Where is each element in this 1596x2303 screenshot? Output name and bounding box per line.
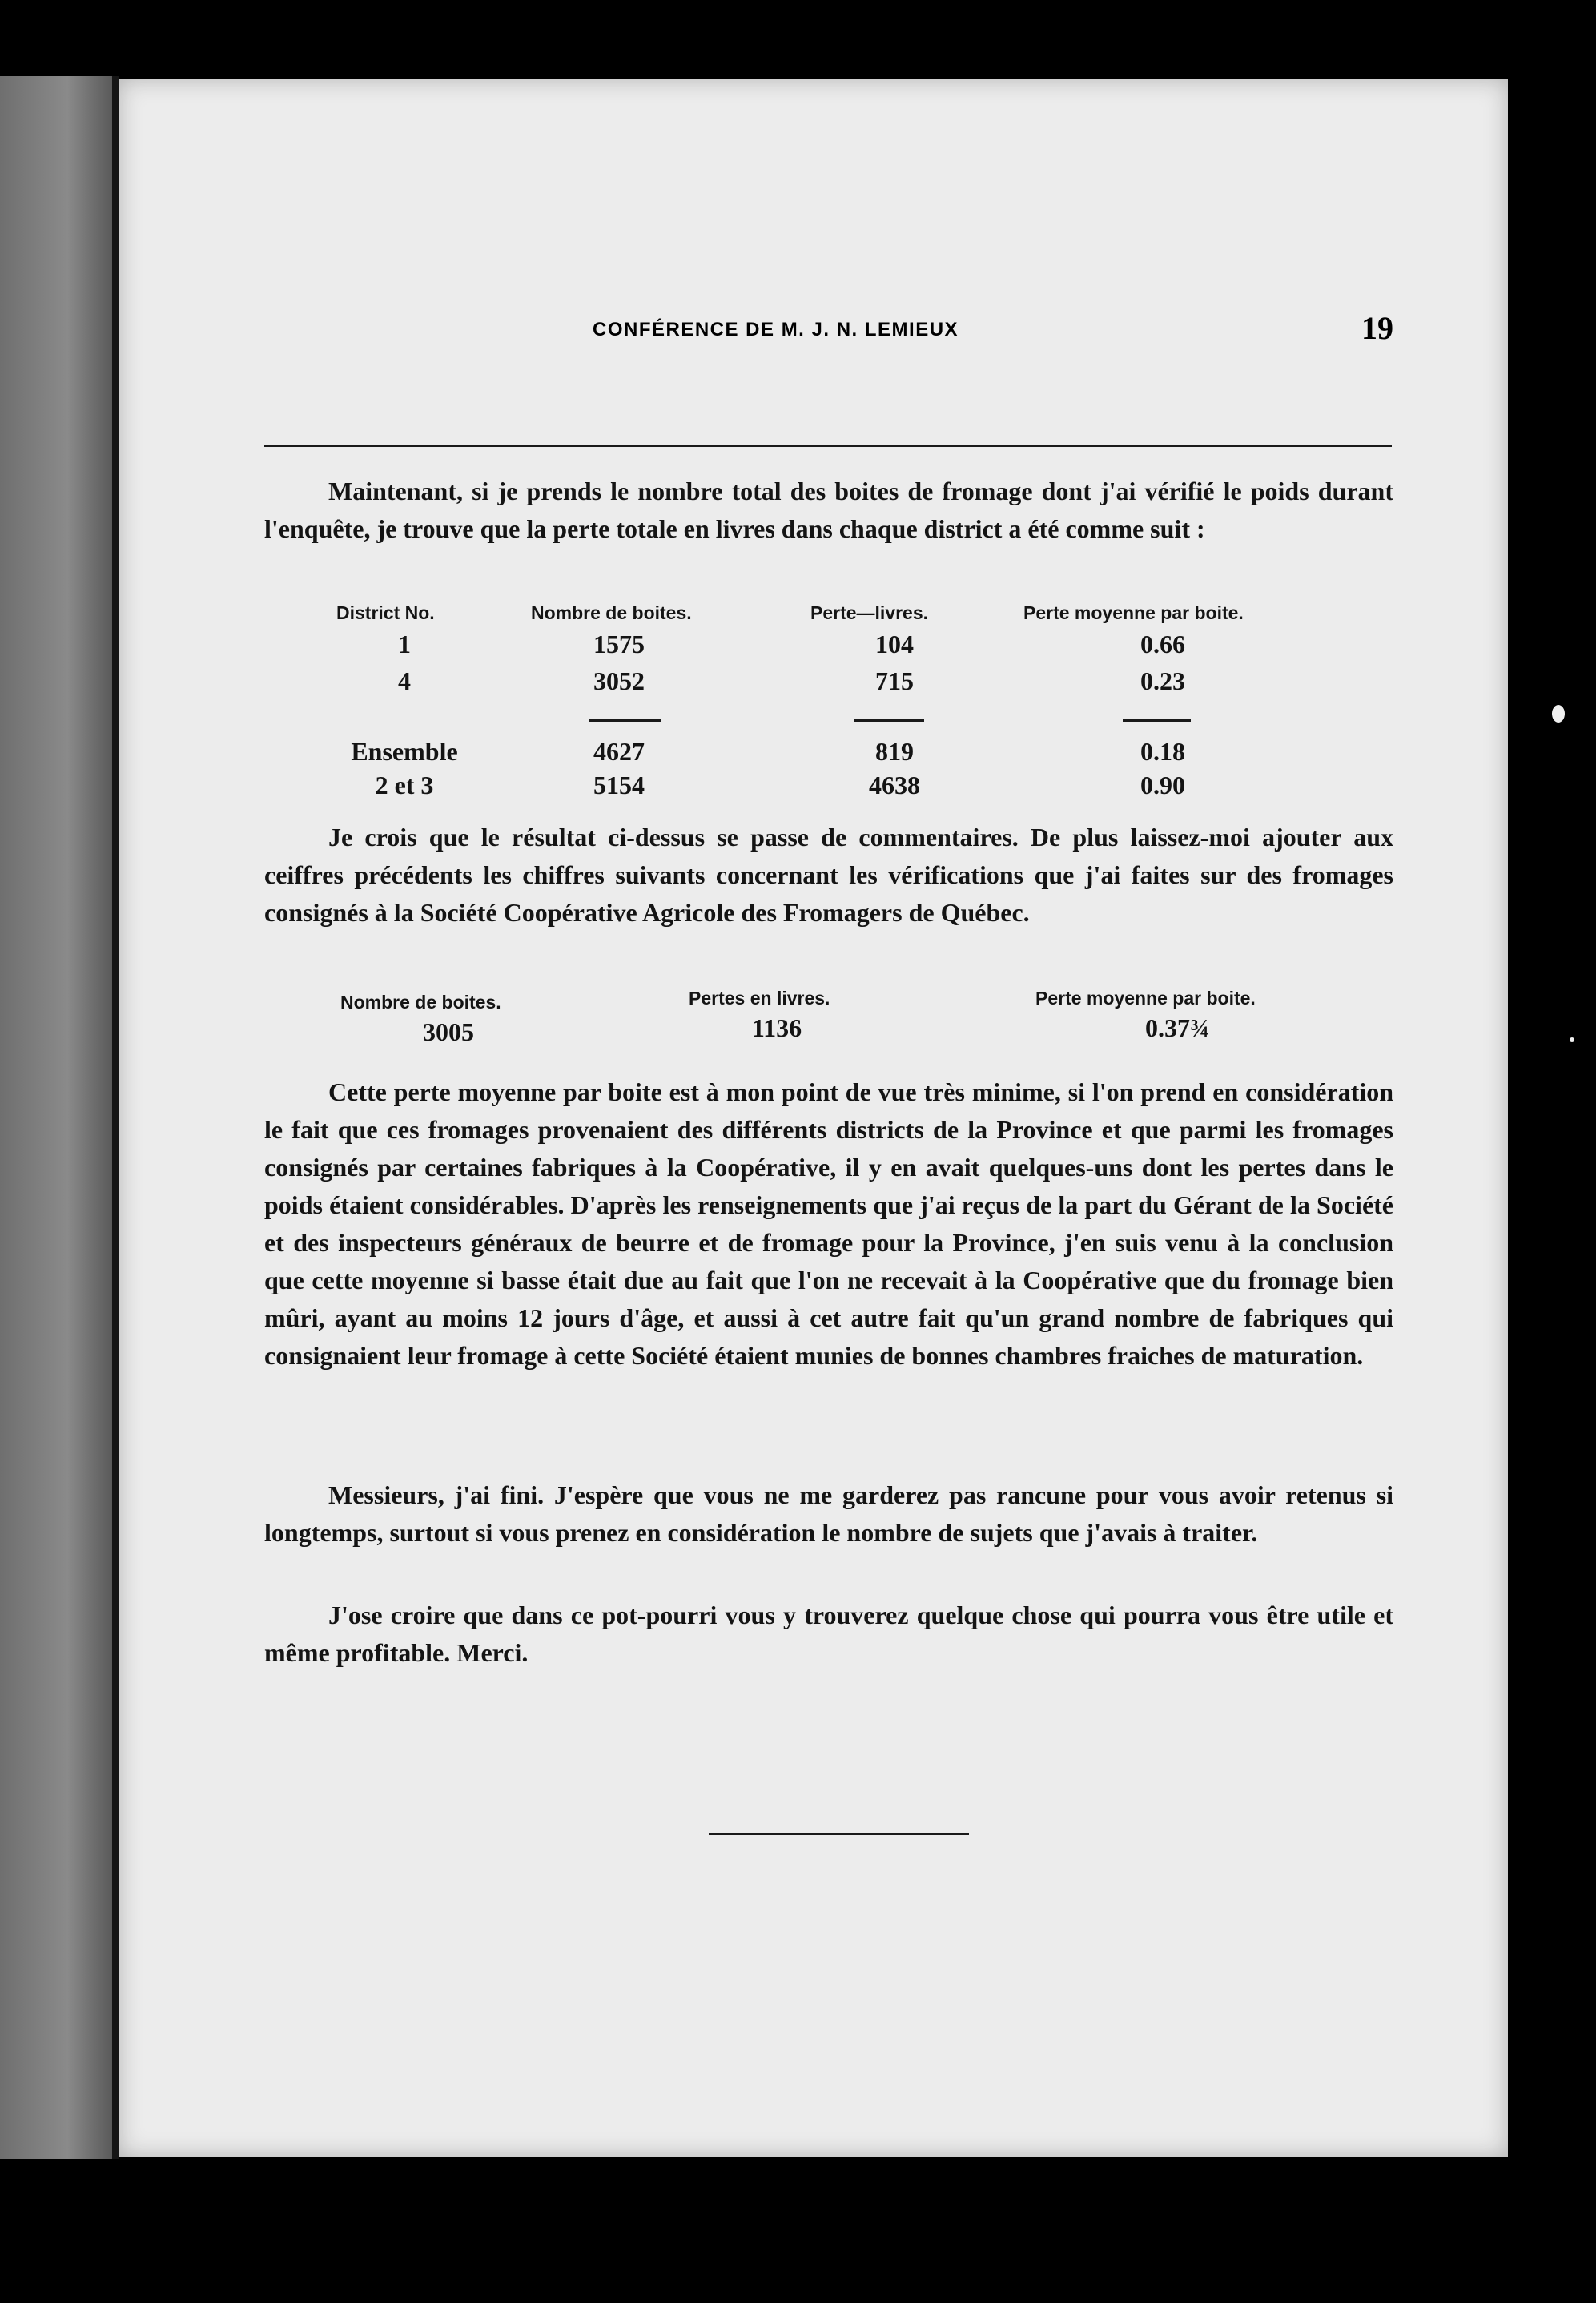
table-cell: 3052 xyxy=(593,666,645,695)
table-cell: 1 xyxy=(398,630,411,658)
paragraph-closing xyxy=(264,1476,1393,1552)
table-header-boxes: Nombre de boites. xyxy=(531,602,692,623)
table-header-average: Perte moyenne par boite. xyxy=(1035,988,1256,1009)
scan-speck xyxy=(1570,1037,1574,1042)
paragraph-text: J'ose croire que dans ce pot-pourri vous y trouverez quelque chose qui pourra vous être utile et même profitable. Merci. xyxy=(264,1600,1393,1668)
table-cell: 0.90 xyxy=(1140,771,1185,799)
table-header-loss: Perte—livres. xyxy=(810,602,929,623)
paragraph-text: Maintenant, si je prends le nombre total des boites de fromage dont j'ai vérifié le poids durant l'enquête, je trouve que la perte totale en livres dans chaque district a été comme suit : xyxy=(264,477,1393,544)
table-cell: 819 xyxy=(875,737,914,766)
table-header-boxes: Nombre de boites. xyxy=(340,992,501,1013)
table-cell: 4638 xyxy=(869,771,920,799)
table-cell: 0.66 xyxy=(1140,630,1185,658)
paragraph-text: Messieurs, j'ai fini. J'espère que vous ne me garderez pas rancune pour vous avoir retenus si longtemps, surtout si vous prenez en considération le nombre de sujets que j'avais à traiter. xyxy=(264,1480,1393,1548)
table-cell: 2 et 3 xyxy=(375,771,434,799)
table-cell: 4 xyxy=(398,666,411,695)
table-cell: 1575 xyxy=(593,630,645,658)
table-cell: 104 xyxy=(875,630,914,658)
scan-speck xyxy=(1552,705,1565,723)
cooperative-loss-table xyxy=(0,0,1596,1057)
table-cell: 3005 xyxy=(423,1017,474,1046)
table-cell: 0.23 xyxy=(1140,666,1185,695)
table-cell: 1136 xyxy=(751,1013,802,1042)
table-cell: 5154 xyxy=(593,771,645,799)
table-cell: 0.37¾ xyxy=(1145,1013,1209,1042)
running-head: CONFÉRENCE DE M. J. N. LEMIEUX xyxy=(593,319,959,340)
table-cell: 4627 xyxy=(593,737,645,766)
paragraph-thanks xyxy=(264,1596,1393,1672)
paragraph-text: Cette perte moyenne par boite est à mon point de vue très minime, si l'on prend en considération le fait que ces fromages provenaient des différents districts de la Province et que parmi les fromages consignés par certaines fabriques à la Coopérative, il y en avait quelques-uns dont les pertes dans le poids étaient considérables. D'après les renseignements que j'ai reçus de la part du Gérant de la Société et des inspecteurs généraux de beurre et de fromage pour la Province, j'en suis venu à la conclusion que cette moyenne si basse était due au fait que l'on ne recevait à la Coopérative que du fromage bien mûri, ayant au moins 12 jours d'âge, et aussi à cet autre fait qu'un grand nombre de fabriques qui consignaient leur fromage à cette Société étaient munies de bonnes chambres fraiches de maturation. xyxy=(264,1077,1393,1371)
table-cell: Ensemble xyxy=(351,737,458,766)
paragraph-text: Je crois que le résultat ci-dessus se passe de commentaires. De plus laissez-moi ajouter aux ceiffres précédents les chiffres suivants concernant les vérifications que j'ai faites sur des fromages consignés à la Société Coopérative Agricole des Fromagers de Québec. xyxy=(264,823,1393,928)
closing-rule xyxy=(709,1833,969,1835)
table-cell: 0.18 xyxy=(1140,737,1185,766)
table-header-district: District No. xyxy=(336,602,435,623)
table-header-average: Perte moyenne par boite. xyxy=(1023,602,1244,623)
table-header-loss: Pertes en livres. xyxy=(689,988,830,1009)
paragraph-analysis xyxy=(264,1073,1393,1375)
table-cell: 715 xyxy=(875,666,914,695)
page-number: 19 xyxy=(1361,310,1393,346)
